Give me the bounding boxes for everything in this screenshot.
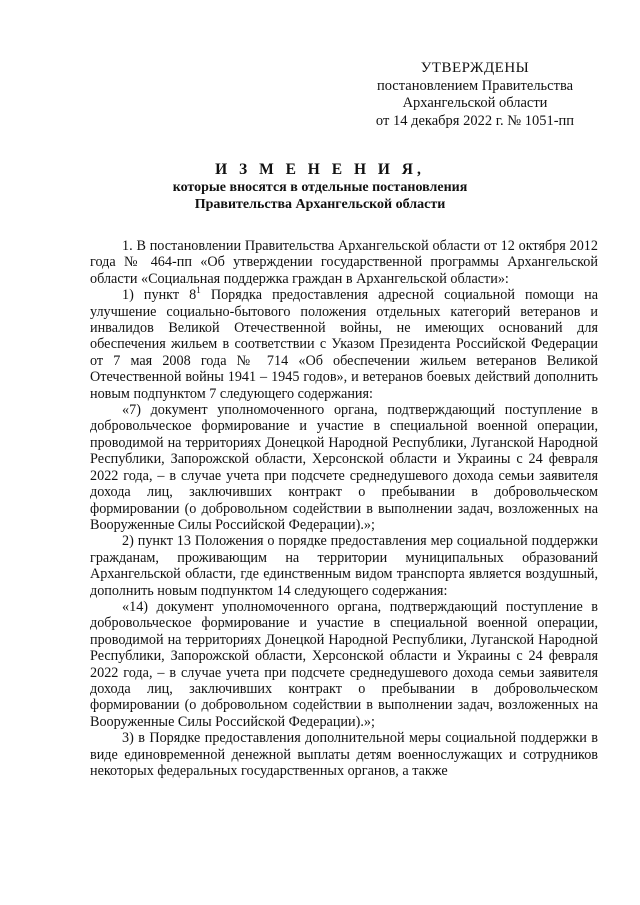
- superscript: 1: [196, 285, 201, 296]
- document-title: [90, 160, 550, 213]
- paragraph-4: 2) пункт 13 Положения о порядке предоставления мер социальной поддержки гражданам, проживающим на территории муниципальных образований Архангельской области, где единственным видом транспорта является воздушный, дополнить новым подпунктом 14 следующего содержания:: [90, 533, 598, 599]
- paragraph-3: «7) документ уполномоченного органа, подтверждающий поступление в добровольческое формирование и участие в специальной военной операции, проводимой на территориях Донецкой Народной Республики, Луганской Народной Республики, Запорожской области, Херсонской области и Украины с 24 февраля 2022 года, – в случае учета при подсчете среднедушевого дохода семьи заявителя дохода лиц, заключивших контракт о пребывании в добровольческом формировании (о добровольном содействии в выполнении задач, возложенных на Вооруженные Силы Российской Федерации).»;: [90, 402, 598, 533]
- approval-stamp: [360, 60, 590, 130]
- paragraph-1: 1. В постановлении Правительства Архангельской области от 12 октября 2012 года № 464-пп «Об утверждении государственной программы Архангельской области «Социальная поддержка граждан в Архангельской области»:: [90, 238, 598, 287]
- approval-line-1: постановлением Правительства: [376, 77, 574, 94]
- approval-heading: УТВЕРЖДЕНЫ: [420, 60, 530, 76]
- paragraph-6: 3) в Порядке предоставления дополнительной меры социальной поддержки в виде единовременной денежной выплаты детям военнослужащих и сотрудников некоторых федеральных государственных органов, а также: [90, 730, 598, 779]
- paragraph-2: [90, 287, 598, 402]
- title-line-2: которые вносятся в отдельные постановления: [172, 180, 468, 195]
- paragraph-2-rest: Порядка предоставления адресной социальной помощи на улучшение социально-бытового положения отдельных категорий ветеранов и инвалидов Великой Отечественной войны, не имеющих оснований для обеспечения жильем в соответствии с Указом Президента Российской Федерации от 7 мая 2008 года № 714 «Об обеспечении жильем ветеранов Великой Отечественной войны 1941 – 1945 годов», и ветеранов боевых действий дополнить новым подпунктом 7 следующего содержания:: [90, 287, 598, 402]
- approval-line-2: Архангельской области: [402, 95, 548, 111]
- paragraph-2-start: 1) пункт 8: [122, 287, 197, 304]
- approval-line-3: от 14 декабря 2022 г. № 1051-пп: [375, 112, 575, 129]
- document-body: [90, 238, 598, 779]
- title-line-1: И З М Е Н Е Н И Я,: [215, 161, 425, 178]
- paragraph-5: «14) документ уполномоченного органа, подтверждающий поступление в добровольческое формирование и участие в специальной военной операции, проводимой на территориях Донецкой Народной Республики, Луганской Народной Республики, Запорожской области, Херсонской области и Украины с 24 февраля 2022 года, – в случае учета при подсчете среднедушевого дохода семьи заявителя дохода лиц, заключивших контракт о пребывании в добровольческом формировании (о добровольном содействии в выполнении задач, возложенных на Вооруженные Силы Российской Федерации).»;: [90, 598, 598, 730]
- title-line-3: Правительства Архангельской области: [194, 197, 446, 212]
